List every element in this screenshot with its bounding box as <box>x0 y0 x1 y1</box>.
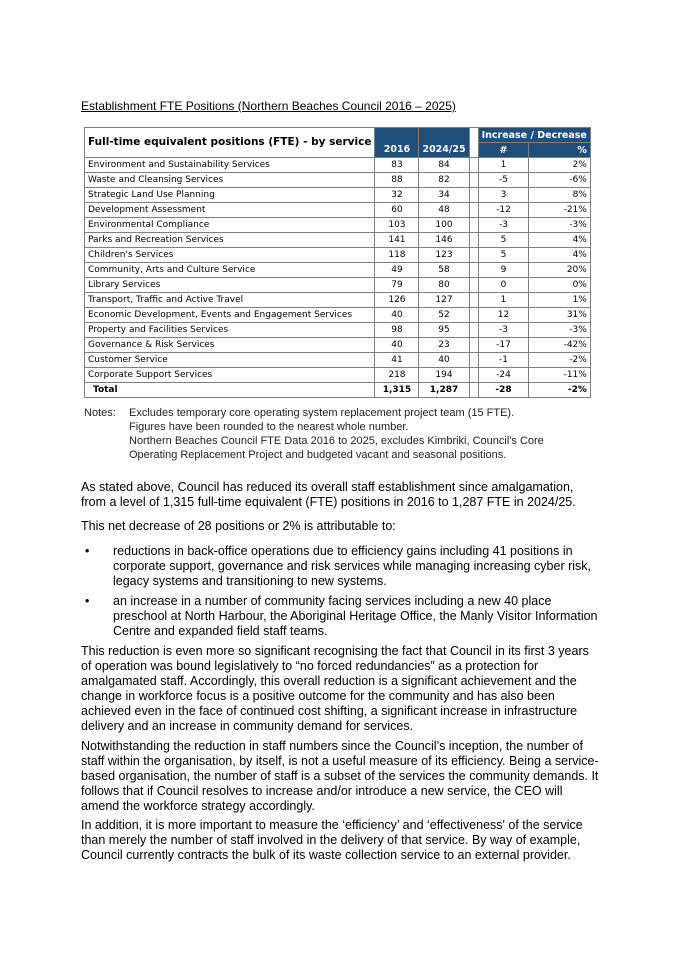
cell-spacer <box>469 173 478 188</box>
bullet-marker: • <box>85 594 90 608</box>
cell-change-number: 5 <box>478 233 529 248</box>
cell-2016: 40 <box>375 308 419 323</box>
cell-spacer <box>469 293 478 308</box>
table-row <box>85 248 591 263</box>
fte-table <box>84 127 591 398</box>
bullet-marker: • <box>85 544 90 558</box>
cell-2016: 49 <box>375 263 419 278</box>
cell-change-percent: 1% <box>529 293 591 308</box>
cell-2016: 126 <box>375 293 419 308</box>
cell-service: Transport, Traffic and Active Travel <box>85 293 375 308</box>
cell-spacer <box>469 158 478 173</box>
cell-2024-25: 100 <box>419 218 469 233</box>
cell-2024-25: 52 <box>419 308 469 323</box>
table-row <box>85 203 591 218</box>
cell-change-number: 9 <box>478 263 529 278</box>
cell-change-percent: -2% <box>529 353 591 368</box>
note-line: Figures have been rounded to the nearest whole number. <box>129 421 409 433</box>
total-2024-25: 1,287 <box>419 383 469 398</box>
cell-spacer <box>469 263 478 278</box>
cell-change-number: -17 <box>478 338 529 353</box>
cell-service: Property and Facilities Services <box>85 323 375 338</box>
note-line: Operating Replacement Project and budgeted vacant and seasonal positions. <box>129 449 507 461</box>
cell-change-percent: -3% <box>529 323 591 338</box>
cell-spacer <box>469 308 478 323</box>
cell-change-number: -3 <box>478 323 529 338</box>
cell-2024-25: 123 <box>419 248 469 263</box>
cell-service: Children's Services <box>85 248 375 263</box>
paragraph-efficiency: In addition, it is more important to measure the ‘efficiency’ and ‘effectiveness' of the service than merely the number of staff involved in the delivery of that service. By way of example, Council currently contracts the bulk of its waste collection service to an external provider. <box>81 818 583 862</box>
cell-2016: 32 <box>375 188 419 203</box>
cell-change-number: 1 <box>478 158 529 173</box>
cell-change-number: 0 <box>478 278 529 293</box>
cell-service: Governance & Risk Services <box>85 338 375 353</box>
cell-spacer <box>469 248 478 263</box>
cell-2016: 98 <box>375 323 419 338</box>
table-row <box>85 368 591 383</box>
table-row <box>85 293 591 308</box>
cell-service: Strategic Land Use Planning <box>85 188 375 203</box>
cell-change-percent: 4% <box>529 233 591 248</box>
cell-spacer <box>469 233 478 248</box>
cell-2016: 103 <box>375 218 419 233</box>
cell-2016: 218 <box>375 368 419 383</box>
table-heading: Establishment FTE Positions (Northern Beaches Council 2016 – 2025) <box>81 99 456 113</box>
header-year-2016: 2016 <box>375 128 419 158</box>
cell-spacer <box>469 353 478 368</box>
cell-2016: 118 <box>375 248 419 263</box>
cell-service: Library Services <box>85 278 375 293</box>
header-service: Full-time equivalent positions (FTE) - by service <box>85 128 375 158</box>
cell-2016: 141 <box>375 233 419 248</box>
cell-spacer <box>469 188 478 203</box>
table-row <box>85 323 591 338</box>
cell-change-number: -5 <box>478 173 529 188</box>
cell-change-percent: -21% <box>529 203 591 218</box>
cell-change-number: 1 <box>478 293 529 308</box>
bullet-back-office: reductions in back-office operations due to efficiency gains including 41 positions in corporate support, governance and risk services while managing increasing cyber risk, legacy systems and transitioning to new systems. <box>113 544 592 588</box>
table-row <box>85 308 591 323</box>
cell-change-number: 5 <box>478 248 529 263</box>
total-label: Total <box>85 383 375 398</box>
paragraph-establishment: As stated above, Council has reduced its overall staff establishment since amalgamation, from a level of 1,315 full-time equivalent (FTE) positions in 2016 to 1,287 FTE in 2024/25. <box>81 480 576 509</box>
header-change-number: # <box>478 143 529 158</box>
total-change-percent: -2% <box>529 383 591 398</box>
header-change-group: Increase / Decrease <box>478 128 590 143</box>
cell-2024-25: 84 <box>419 158 469 173</box>
cell-2024-25: 48 <box>419 203 469 218</box>
cell-service: Waste and Cleansing Services <box>85 173 375 188</box>
header-spacer <box>469 128 478 158</box>
note-line: Excludes temporary core operating system replacement project team (15 FTE). <box>129 407 515 419</box>
cell-2016: 88 <box>375 173 419 188</box>
paragraph-staff-numbers: Notwithstanding the reduction in staff numbers since the Council’s inception, the number of staff within the organisation, by itself, is not a useful measure of its efficiency. Being a service-based organisation, the number of staff is a subset of the services the community demands. It follows that if Council resolves to increase and/or introduce a new service, the CEO will amend the workforce strategy accordingly. <box>81 739 599 813</box>
cell-change-percent: 8% <box>529 188 591 203</box>
cell-change-percent: 4% <box>529 248 591 263</box>
cell-2016: 83 <box>375 158 419 173</box>
cell-spacer <box>469 323 478 338</box>
cell-spacer <box>469 338 478 353</box>
cell-2024-25: 23 <box>419 338 469 353</box>
table-row <box>85 233 591 248</box>
cell-change-number: -12 <box>478 203 529 218</box>
cell-spacer <box>469 203 478 218</box>
cell-spacer <box>469 368 478 383</box>
cell-service: Parks and Recreation Services <box>85 233 375 248</box>
cell-change-percent: -11% <box>529 368 591 383</box>
cell-2024-25: 194 <box>419 368 469 383</box>
table-row <box>85 353 591 368</box>
paragraph-net-decrease: This net decrease of 28 positions or 2% is attributable to: <box>81 519 396 533</box>
table-header-row <box>85 128 591 143</box>
cell-service: Environmental Compliance <box>85 218 375 233</box>
note-line: Northern Beaches Council FTE Data 2016 to 2025, excludes Kimbriki, Council's Core <box>129 435 544 447</box>
cell-change-percent: -3% <box>529 218 591 233</box>
cell-service: Corporate Support Services <box>85 368 375 383</box>
notes-label: Notes: <box>84 407 116 419</box>
table-row <box>85 188 591 203</box>
cell-change-percent: -42% <box>529 338 591 353</box>
notes-lines <box>129 406 544 462</box>
table-total-row <box>85 383 591 398</box>
total-change-number: -28 <box>478 383 529 398</box>
cell-2016: 40 <box>375 338 419 353</box>
cell-2024-25: 34 <box>419 188 469 203</box>
cell-service: Community, Arts and Culture Service <box>85 263 375 278</box>
cell-2024-25: 146 <box>419 233 469 248</box>
cell-spacer <box>469 383 478 398</box>
bullet-community-services: an increase in a number of community facing services including a new 40 place preschool at North Harbour, the Aboriginal Heritage Office, the Manly Visitor Information Centre and expanded field staff teams. <box>113 594 598 638</box>
table-row <box>85 158 591 173</box>
header-year-2024-25: 2024/25 <box>419 128 469 158</box>
cell-change-percent: 31% <box>529 308 591 323</box>
cell-service: Development Assessment <box>85 203 375 218</box>
cell-change-percent: 2% <box>529 158 591 173</box>
cell-2024-25: 127 <box>419 293 469 308</box>
cell-change-number: -3 <box>478 218 529 233</box>
cell-2024-25: 95 <box>419 323 469 338</box>
cell-change-number: 12 <box>478 308 529 323</box>
table-row <box>85 173 591 188</box>
total-2016: 1,315 <box>375 383 419 398</box>
cell-2024-25: 80 <box>419 278 469 293</box>
cell-2024-25: 58 <box>419 263 469 278</box>
table-row <box>85 278 591 293</box>
cell-2024-25: 82 <box>419 173 469 188</box>
cell-spacer <box>469 218 478 233</box>
cell-2016: 41 <box>375 353 419 368</box>
table-row <box>85 338 591 353</box>
cell-change-number: 3 <box>478 188 529 203</box>
cell-change-percent: 0% <box>529 278 591 293</box>
paragraph-significance: This reduction is even more so significant recognising the fact that Council in its first 3 years of operation was bound legislatively to “no forced redundancies” as a protection for amalgamated staff. Accordingly, this overall reduction is a significant achievement and the change in workforce focus is a positive outcome for the community and has also been achieved even in the face of continued cost shifting, a significant increase in infrastructure delivery and an increase in community demand for services. <box>81 644 589 733</box>
table-row <box>85 263 591 278</box>
table-body <box>85 158 591 398</box>
cell-2016: 79 <box>375 278 419 293</box>
cell-change-number: -24 <box>478 368 529 383</box>
cell-service: Customer Service <box>85 353 375 368</box>
cell-2016: 60 <box>375 203 419 218</box>
cell-change-percent: -6% <box>529 173 591 188</box>
header-change-percent: % <box>529 143 591 158</box>
cell-service: Economic Development, Events and Engagement Services <box>85 308 375 323</box>
cell-2024-25: 40 <box>419 353 469 368</box>
cell-service: Environment and Sustainability Services <box>85 158 375 173</box>
cell-change-number: -1 <box>478 353 529 368</box>
cell-change-percent: 20% <box>529 263 591 278</box>
table-row <box>85 218 591 233</box>
cell-spacer <box>469 278 478 293</box>
